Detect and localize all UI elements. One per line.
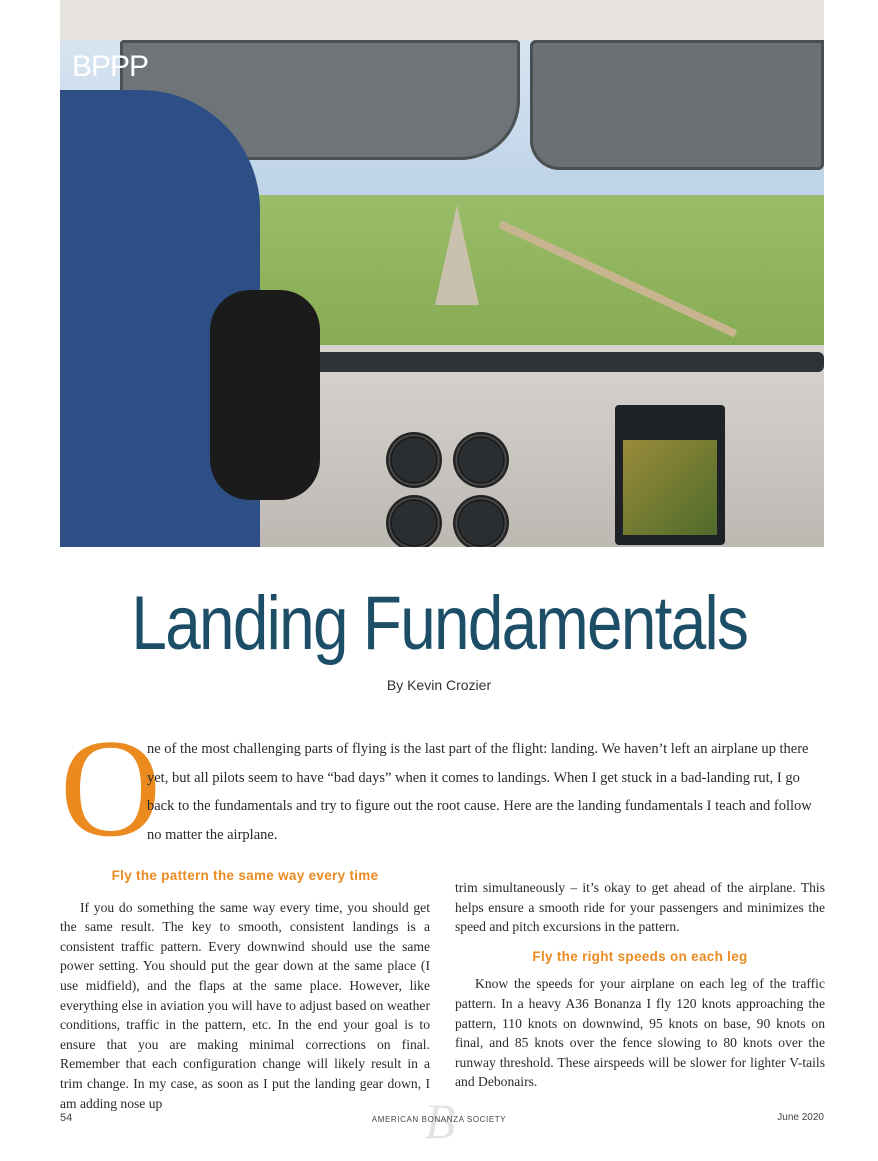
section-tag: BPPP <box>72 50 149 83</box>
photo-gauge <box>386 432 442 488</box>
section-heading-speeds: Fly the right speeds on each leg <box>532 948 748 964</box>
photo-gauge <box>453 432 509 488</box>
drop-cap: O <box>60 711 162 866</box>
article-title: Landing Fundamentals <box>131 581 748 666</box>
photo-runway <box>435 205 479 305</box>
photo-headset <box>210 290 320 500</box>
body-paragraph: If you do something the same way every time, you should get the same result. The key to smooth, consistent landings is a consistent traffic pattern. Every downwind should use the same power setting. You should put the gear down at the same place (I use midfield), and the flaps at the same place. However, like everything else in aviation you will have to adjust based on weather conditions, traffic in the pattern, etc. In the end your goal is to ensure that you are making minimal corrections on final. Remember that each configuration change will likely result in a trim change. In my case, as soon as I put the landing gear down, I am adding nose up <box>60 899 430 1111</box>
hero-photo <box>60 0 824 547</box>
photo-windshield-frame <box>60 0 824 40</box>
photo-gauge <box>453 495 509 547</box>
photo-glareshield <box>260 352 824 372</box>
body-paragraph: Know the speeds for your airplane on each leg of the traffic pattern. In a heavy A36 Bonanza I fly 120 knots approaching the pattern, 110 knots on downwind, 95 knots on base, 90 knots on final, and 85 knots over the fence slowing to 80 knots over the runway threshold. These airspeeds will be slower for lighter V-tails and Debonairs. <box>455 976 825 1090</box>
column-left <box>60 866 430 1113</box>
issue-date: June 2020 <box>777 1112 824 1123</box>
byline: By Kevin Crozier <box>386 677 492 693</box>
column-right <box>455 878 825 1092</box>
society-logo-watermark: B <box>424 1093 456 1149</box>
section-heading-pattern: Fly the pattern the same way every time <box>111 868 379 883</box>
intro-paragraph: ne of the most challenging parts of flying is the last part of the flight: landing. We haven’t left an airplane up there yet, but all pilots seem to have “bad days” when it comes to landings. When I get stuck in a bad-landing rut, I go back to the fundamentals and try to figure out the root cause. Here are the landing fundamentals I teach and follow no matter the airplane. <box>147 741 812 843</box>
page-number: 54 <box>60 1112 73 1124</box>
photo-sun-visor-right <box>530 40 824 170</box>
publication-name: AMERICAN BONANZA SOCIETY <box>371 1115 507 1124</box>
photo-gps-screen <box>623 440 717 535</box>
photo-gauge <box>386 495 442 547</box>
body-paragraph-continued: trim simultaneously – it’s okay to get ahead of the airplane. This helps ensure a smooth ride for your passengers and minimizes the speed and pitch excursions in the pattern. <box>455 880 825 935</box>
